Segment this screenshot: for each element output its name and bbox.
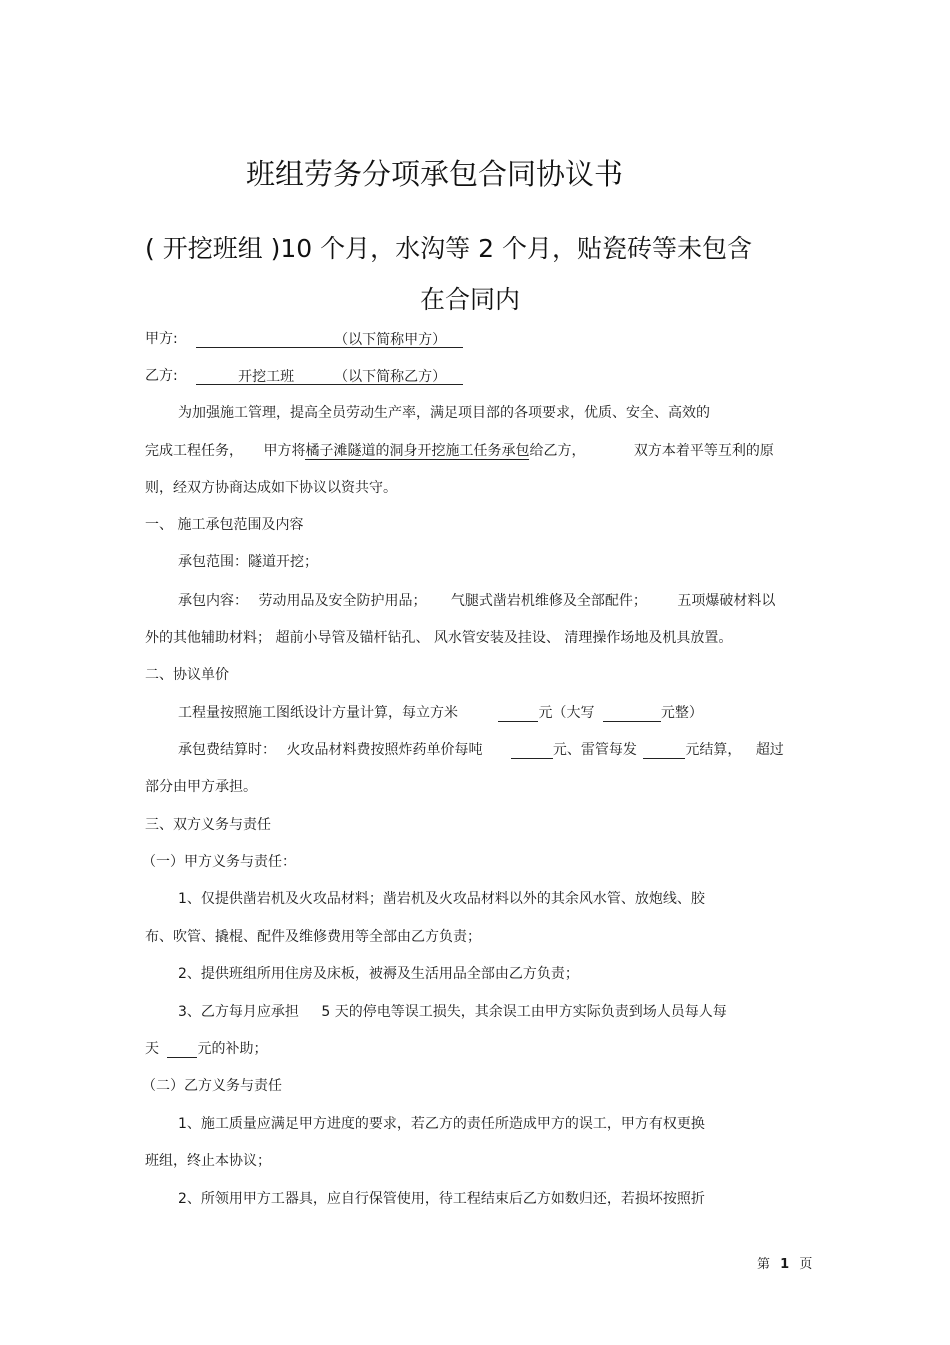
party-b-name: 开挖工班 (238, 369, 295, 385)
page-number-footer (757, 1253, 812, 1272)
section2-price-line (178, 704, 703, 722)
party-a-duties-heading: （一）甲方义务与责任： (142, 854, 296, 870)
price-capital-blank (603, 705, 661, 722)
party-b-label: 乙方: (145, 368, 178, 384)
party-b-duty2-line1: 2、所领用甲方工器具，应自行保管使用，待工程结束后乙方如数归还，若损坏按照折 (178, 1191, 705, 1207)
document-title: 班组劳务分项承包合同协议书 (246, 157, 624, 191)
intro-project-underlined: 橘子滩隧道的洞身开挖施工任务承包 (305, 443, 530, 459)
subsidy-amount-blank (167, 1041, 197, 1058)
subtitle-line1: ( 开挖班组 )10 个月，水沟等 2 个月，贴瓷砖等未包含 (145, 234, 752, 263)
intro-line2 (145, 442, 774, 460)
party-a-duty1-line2: 布、吹管、撬棍、配件及维修费用等全部由乙方负责； (145, 929, 481, 945)
section1-heading: 一、 施工承包范围及内容 (145, 517, 304, 533)
section1-content-a: 承包内容： (178, 593, 248, 609)
settle-text-d: 元结算， (685, 742, 742, 758)
page-suffix: 页 (799, 1257, 813, 1272)
section3-heading: 三、双方义务与责任 (145, 817, 271, 833)
section1-content-line1 (178, 592, 775, 610)
duty3-line2-a: 天 (145, 1041, 159, 1057)
section1-content-b: 劳动用品及安全防护用品； (258, 593, 427, 609)
section2-settle-line2: 部分由甲方承担。 (145, 779, 257, 795)
intro-line2-a: 完成工程任务， (145, 443, 243, 459)
price-text-c: 元整） (660, 705, 703, 721)
detonator-price-blank (643, 742, 685, 759)
intro-line1: 为加强施工管理，提高全员劳动生产率，满足项目部的各项要求，优质、安全、高效的 (178, 405, 710, 421)
section1-content-line2: 外的其他辅助材料； 超前小导管及锚杆钻孔、 风水管安装及挂设、 清理操作场地及机具放置。 (145, 630, 733, 646)
intro-line2-b: 甲方将 (263, 443, 306, 459)
settle-text-e: 超过 (755, 742, 784, 758)
price-per-cubic-blank (498, 705, 538, 722)
explosive-price-blank (511, 742, 553, 759)
party-a-field (196, 331, 463, 348)
party-b-row (145, 367, 463, 385)
intro-line2-c: 给乙方， (529, 443, 586, 459)
party-a-row (145, 330, 463, 348)
intro-line3: 则，经双方协商达成如下协议以资共守。 (145, 480, 397, 496)
section2-settle-line (178, 741, 784, 759)
section1-content-c: 气腿式凿岩机维修及全部配件； (450, 593, 647, 609)
settle-text-a: 承包费结算时： (178, 742, 276, 758)
party-b-field (196, 368, 463, 385)
party-a-label: 甲方: (145, 331, 178, 347)
intro-line2-d: 双方本着平等互利的原 (633, 443, 774, 459)
duty3-line2-b: 元的补助； (197, 1041, 268, 1057)
party-b-note: （以下简称乙方） (334, 369, 447, 385)
party-a-duty2: 2、提供班组所用住房及床板，被褥及生活用品全部由乙方负责； (178, 966, 579, 982)
price-text-a: 工程量按照施工图纸设计方量计算，每立方米 (178, 705, 458, 721)
party-a-note: （以下简称甲方） (334, 332, 447, 348)
page-number: 1 (780, 1257, 790, 1272)
party-a-duty1-line1: 1、仅提供凿岩机及火攻品材料；凿岩机及火攻品材料以外的其余风水管、放炮线、胶 (178, 891, 705, 907)
section1-content-d: 五项爆破材料以 (677, 593, 776, 609)
settle-text-b: 火攻品材料费按照炸药单价每吨 (286, 742, 483, 758)
price-text-b: 元（大写 (538, 705, 595, 721)
party-b-duty1-line1: 1、施工质量应满足甲方进度的要求，若乙方的责任所造成甲方的误工，甲方有权更换 (178, 1116, 705, 1132)
party-a-duty3-line1 (178, 1003, 727, 1021)
subtitle-line2: 在合同内 (420, 285, 521, 314)
duty3-text-a: 3、乙方每月应承担 (178, 1004, 299, 1020)
party-b-duties-heading: （二）乙方义务与责任 (142, 1078, 282, 1094)
duty3-text-b: 5 天的停电等误工损失，其余误工由甲方实际负责到场人员每人每 (321, 1004, 727, 1020)
settle-text-c: 元、雷管每发 (552, 742, 637, 758)
page-prefix: 第 (757, 1257, 771, 1272)
party-a-duty3-line2 (145, 1040, 267, 1058)
party-b-duty1-line2: 班组，终止本协议； (145, 1153, 271, 1169)
section1-scope: 承包范围：隧道开挖； (178, 554, 318, 570)
section2-heading: 二、协议单价 (145, 667, 229, 683)
